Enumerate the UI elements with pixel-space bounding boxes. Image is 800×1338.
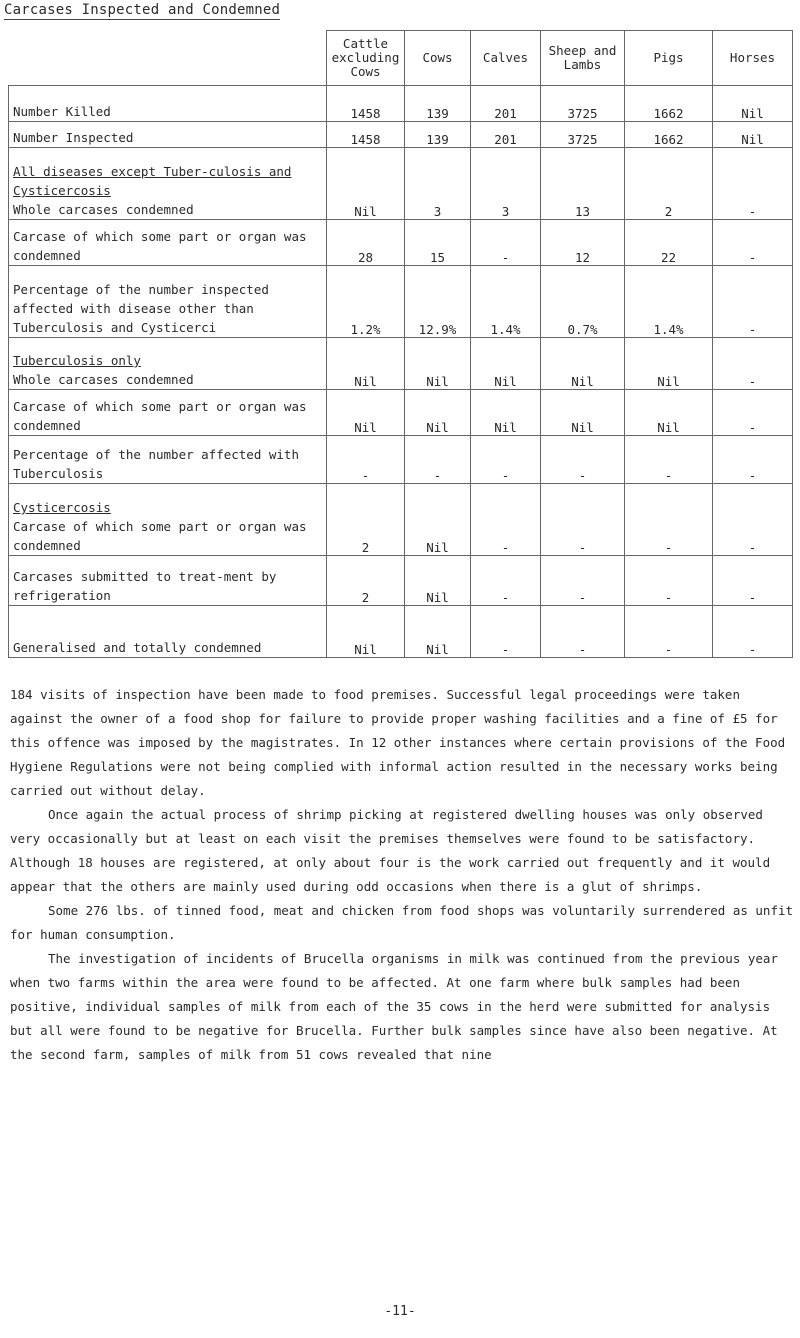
table-row bbox=[9, 86, 793, 122]
table-cell: - bbox=[713, 338, 793, 390]
column-header: Sheep and Lambs bbox=[541, 31, 625, 86]
table-cell: 1.4% bbox=[625, 266, 713, 338]
paragraph: Some 276 lbs. of tinned food, meat and chicken from food shops was voluntarily surrendered as unfit for human consumption. bbox=[10, 903, 794, 942]
table-cell: Nil bbox=[541, 338, 625, 390]
table-cell: - bbox=[625, 484, 713, 556]
table-cell: Nil bbox=[327, 606, 405, 658]
table-cell: - bbox=[713, 436, 793, 484]
table-cell: Nil bbox=[471, 338, 541, 390]
table-cell: - bbox=[713, 266, 793, 338]
table-cell: Nil bbox=[405, 390, 471, 436]
table-cell: - bbox=[471, 606, 541, 658]
table-cell: Nil bbox=[327, 390, 405, 436]
table-cell: - bbox=[713, 220, 793, 266]
column-header: Horses bbox=[713, 31, 793, 86]
header-corner bbox=[9, 31, 327, 86]
table-row bbox=[9, 606, 793, 658]
table-cell: Nil bbox=[471, 390, 541, 436]
table-cell: Nil bbox=[713, 86, 793, 122]
table-cell: 15 bbox=[405, 220, 471, 266]
table-cell: 1458 bbox=[327, 122, 405, 148]
section-heading: Cysticercosis bbox=[13, 500, 111, 515]
table-cell: 22 bbox=[625, 220, 713, 266]
table-cell: - bbox=[713, 390, 793, 436]
paragraph: The investigation of incidents of Brucella organisms in milk was continued from the previous year when two farms within the area were found to be affected. At one farm where bulk samples had been positive, individual samples of milk from each of the 35 cows in the herd were submitted for analysis but all were found to be negative for Brucella. Further bulk samples since have also been negative. At the second farm, samples of milk from 51 cows revealed that nine bbox=[10, 951, 778, 1062]
table-cell: - bbox=[541, 484, 625, 556]
row-label: Carcases submitted to treat-ment by refrigeration bbox=[9, 556, 327, 606]
table-cell: - bbox=[625, 606, 713, 658]
table-cell: - bbox=[471, 436, 541, 484]
table-cell: 2 bbox=[625, 148, 713, 220]
inspection-table bbox=[8, 30, 793, 658]
table-cell: 13 bbox=[541, 148, 625, 220]
table-cell: 2 bbox=[327, 556, 405, 606]
table-cell: 1.4% bbox=[471, 266, 541, 338]
table-cell: Nil bbox=[405, 338, 471, 390]
page-title: Carcases Inspected and Condemned bbox=[4, 2, 281, 18]
table-cell: - bbox=[541, 606, 625, 658]
row-label-cell bbox=[9, 148, 327, 220]
table-row bbox=[9, 484, 793, 556]
table-cell: Nil bbox=[327, 148, 405, 220]
column-header: Calves bbox=[471, 31, 541, 86]
table-cell: 12.9% bbox=[405, 266, 471, 338]
table-row bbox=[9, 148, 793, 220]
table-cell: Nil bbox=[327, 338, 405, 390]
row-label-cell bbox=[9, 338, 327, 390]
row-label: Whole carcases condemned bbox=[13, 202, 194, 217]
table-row bbox=[9, 122, 793, 148]
table-cell: 1662 bbox=[625, 122, 713, 148]
row-label: Generalised and totally condemned bbox=[9, 606, 327, 658]
row-label: Number Inspected bbox=[9, 122, 327, 148]
table-cell: 1458 bbox=[327, 86, 405, 122]
table-cell: - bbox=[713, 556, 793, 606]
table-cell: - bbox=[713, 148, 793, 220]
table-cell: 3 bbox=[405, 148, 471, 220]
table-cell: Nil bbox=[541, 390, 625, 436]
table-cell: 1662 bbox=[625, 86, 713, 122]
table-cell: - bbox=[541, 556, 625, 606]
table-cell: 3725 bbox=[541, 86, 625, 122]
table-cell: - bbox=[713, 606, 793, 658]
table-cell: 201 bbox=[471, 122, 541, 148]
row-label: Percentage of the number inspected affected with disease other than Tuberculosis and Cysticerci bbox=[9, 266, 327, 338]
table-cell: Nil bbox=[405, 606, 471, 658]
column-header: Cattle excluding Cows bbox=[327, 31, 405, 86]
table-cell: 0.7% bbox=[541, 266, 625, 338]
table-cell: 3 bbox=[471, 148, 541, 220]
row-label: Percentage of the number affected with Tuberculosis bbox=[9, 436, 327, 484]
table-cell: Nil bbox=[713, 122, 793, 148]
table-cell: Nil bbox=[625, 338, 713, 390]
table-cell: Nil bbox=[625, 390, 713, 436]
table-cell: - bbox=[625, 556, 713, 606]
table-cell: Nil bbox=[405, 484, 471, 556]
table-cell: - bbox=[405, 436, 471, 484]
table-cell: - bbox=[471, 220, 541, 266]
table-cell: 2 bbox=[327, 484, 405, 556]
row-label: Carcase of which some part or organ was condemned bbox=[13, 519, 307, 553]
table-cell: Nil bbox=[405, 556, 471, 606]
table-header-row bbox=[9, 31, 793, 86]
table-row bbox=[9, 338, 793, 390]
table-cell: - bbox=[471, 556, 541, 606]
table-row bbox=[9, 556, 793, 606]
table-cell: 139 bbox=[405, 122, 471, 148]
table-cell: - bbox=[327, 436, 405, 484]
row-label: Whole carcases condemned bbox=[13, 372, 194, 387]
table-cell: 139 bbox=[405, 86, 471, 122]
table-row bbox=[9, 436, 793, 484]
table-row bbox=[9, 266, 793, 338]
section-heading: Tuberculosis only bbox=[13, 353, 141, 368]
row-label-cell bbox=[9, 484, 327, 556]
column-header: Cows bbox=[405, 31, 471, 86]
table-cell: 12 bbox=[541, 220, 625, 266]
report-body bbox=[10, 683, 794, 1067]
table-cell: - bbox=[471, 484, 541, 556]
table-cell: - bbox=[713, 484, 793, 556]
page-number: -11- bbox=[384, 1304, 416, 1319]
table-cell: 3725 bbox=[541, 122, 625, 148]
paragraph: Once again the actual process of shrimp picking at registered dwelling houses was only observed very occasionally but at least on each visit the premises themselves were found to be satisfactory. Although 18 houses are registered, at only about four is the work carried out frequently and it would appear that the others are mainly used during odd occasions when there is a glut of shrimps. bbox=[10, 807, 771, 894]
table-cell: 1.2% bbox=[327, 266, 405, 338]
column-header: Pigs bbox=[625, 31, 713, 86]
table-cell: - bbox=[625, 436, 713, 484]
row-label: Carcase of which some part or organ was condemned bbox=[9, 390, 327, 436]
section-heading: All diseases except Tuber-culosis and Cysticercosis bbox=[13, 164, 292, 198]
table-cell: - bbox=[541, 436, 625, 484]
row-label: Number Killed bbox=[9, 86, 327, 122]
table-cell: 201 bbox=[471, 86, 541, 122]
table-cell: 28 bbox=[327, 220, 405, 266]
table-row bbox=[9, 220, 793, 266]
table-row bbox=[9, 390, 793, 436]
paragraph: 184 visits of inspection have been made to food premises. Successful legal proceedings were taken against the owner of a food shop for failure to provide proper washing facilities and a fine of £5 for this offence was imposed by the magistrates. In 12 other instances where certain provisions of the Food Hygiene Regulations were not being complied with informal action resulted in the necessary works being carried out without delay. bbox=[10, 687, 786, 798]
row-label: Carcase of which some part or organ was condemned bbox=[9, 220, 327, 266]
